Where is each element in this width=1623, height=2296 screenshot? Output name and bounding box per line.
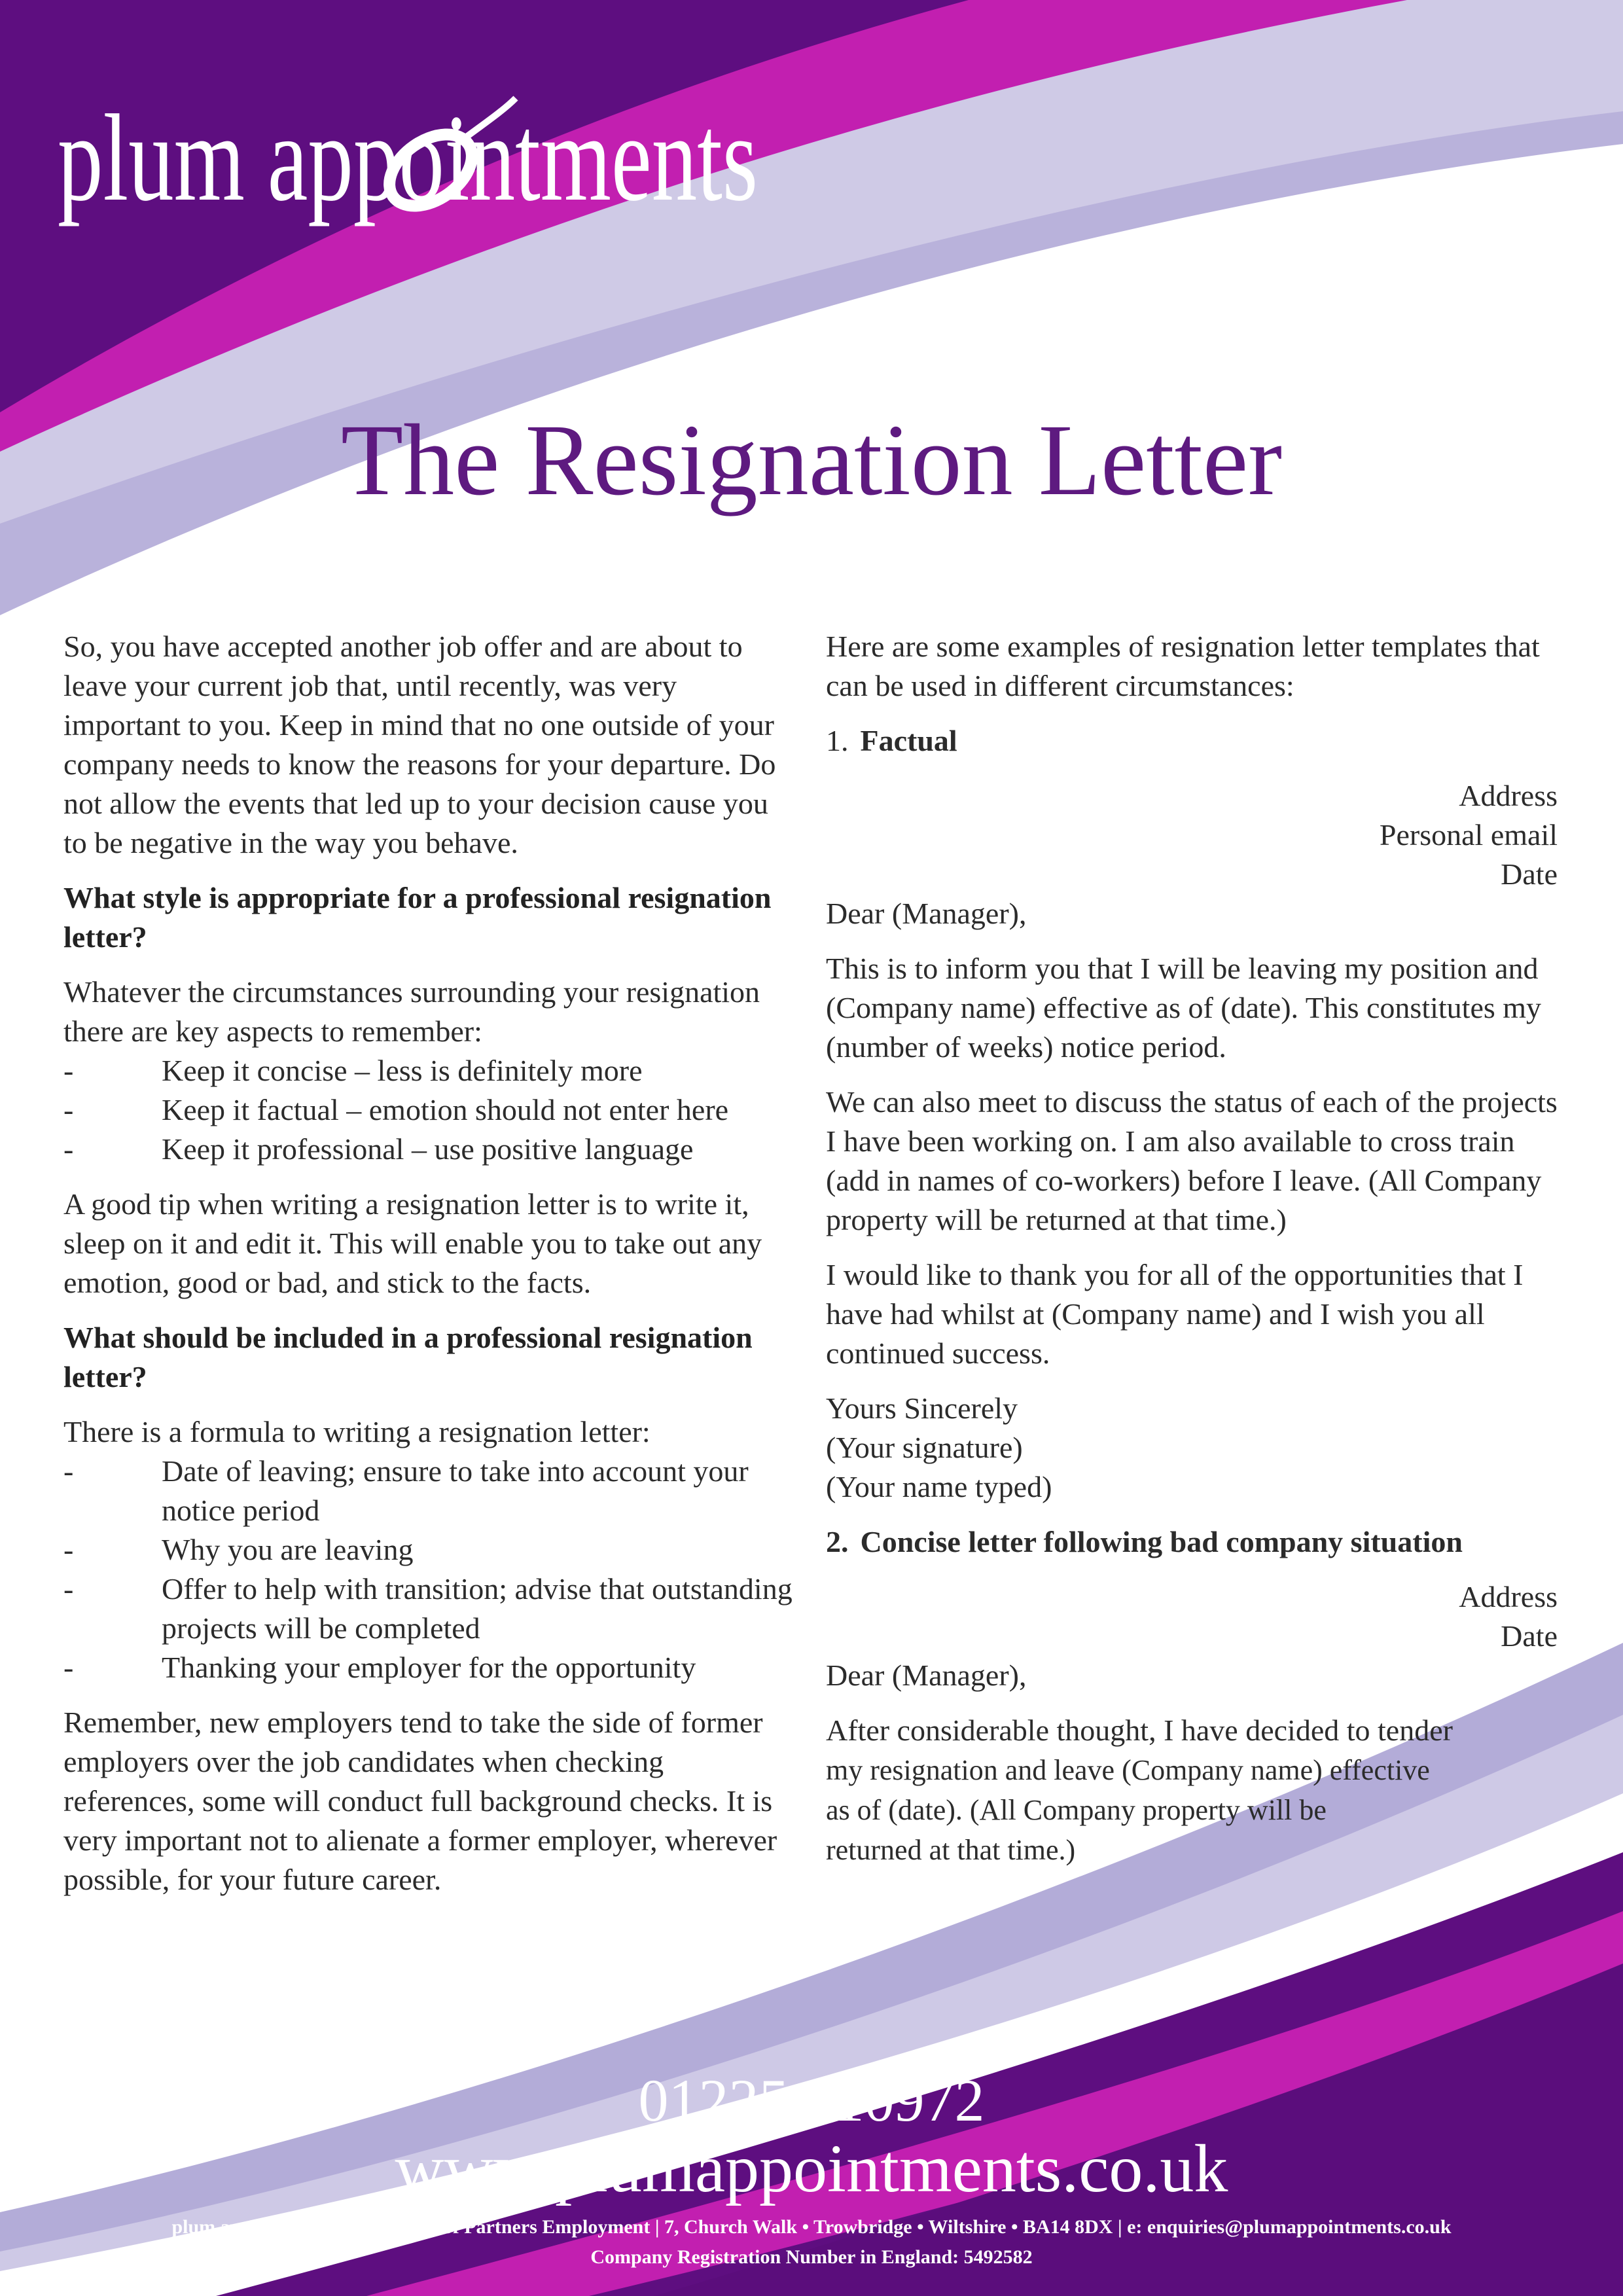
example-1-paragraph-3: I would like to thank you for all of the opportunities that I have had whilst at (Company name) and I wish you all continued success. bbox=[826, 1258, 1524, 1370]
included-question-heading: What should be included in a professional resignation letter? bbox=[63, 1321, 753, 1393]
svg-text:plum appointments: plum appointments bbox=[58, 90, 758, 227]
right-column bbox=[826, 627, 1558, 1886]
key-aspects-list bbox=[63, 1051, 796, 1169]
list-item: - Keep it concise – less is definitely more bbox=[63, 1054, 643, 1087]
circumstances-paragraph: Whatever the circumstances surrounding your resignation there are key aspects to remember: bbox=[63, 975, 760, 1048]
address-line: Address bbox=[1459, 1580, 1558, 1613]
example-2-salutation: Dear (Manager), bbox=[826, 1659, 1027, 1692]
list-item: - Date of leaving; ensure to take into account your notice period bbox=[63, 1454, 749, 1527]
example-1-paragraph-2: We can also meet to discuss the status of each of the projects I have been working on. I am also available to cross train (add in names of co-workers) before I leave. (All Company property will be returned at that time.) bbox=[826, 1085, 1558, 1236]
templates-intro: Here are some examples of resignation letter templates that can be used in different circumstances: bbox=[826, 630, 1540, 702]
page-title: The Resignation Letter bbox=[340, 403, 1283, 516]
list-item: - Thanking your employer for the opportunity bbox=[63, 1651, 696, 1684]
example-1-signoff: Yours Sincerely (Your signature) (Your name typed) bbox=[826, 1391, 1052, 1503]
example-1-salutation: Dear (Manager), bbox=[826, 897, 1027, 930]
example-1-paragraph-1: This is to inform you that I will be leaving my position and (Company name) effective as of (date). This constitutes my (number of weeks) notice period. bbox=[826, 952, 1542, 1064]
good-tip-paragraph: A good tip when writing a resignation letter is to write it, sleep on it and edit it. This will enable you to take out any emotion, good or bad, and stick to the facts. bbox=[63, 1187, 762, 1299]
list-item: - Why you are leaving bbox=[63, 1533, 414, 1566]
list-item: - Offer to help with transition; advise that outstanding projects will be completed bbox=[63, 1572, 793, 1645]
example-1-address-block bbox=[826, 776, 1558, 894]
plum-appointments-logo bbox=[58, 72, 777, 268]
list-item: - Keep it factual – emotion should not enter here bbox=[63, 1093, 729, 1126]
footer-registration-number: Company Registration Number in England: 5492582 bbox=[590, 2246, 1033, 2268]
intro-paragraph: So, you have accepted another job offer and are about to leave your current job that, until recently, was very important to you. Keep in mind that no one outside of your company needs to know the reasons for your departure. Do not allow the events that led up to your decision cause you to be negative in the way you behave. bbox=[63, 630, 776, 859]
date-line: Date bbox=[1501, 857, 1558, 891]
style-question-heading: What style is appropriate for a professional resignation letter? bbox=[63, 881, 772, 954]
formula-paragraph: There is a formula to writing a resignation letter: bbox=[63, 1415, 651, 1448]
footer-phone-number: 01225 710972 bbox=[638, 2067, 985, 2134]
example-2-heading: 2. Concise letter following bad company situation bbox=[826, 1525, 1463, 1558]
formula-list bbox=[63, 1452, 796, 1687]
email-line: Personal email bbox=[1379, 818, 1558, 852]
left-column bbox=[63, 627, 796, 1915]
list-item: - Keep it professional – use positive language bbox=[63, 1132, 694, 1166]
date-line: Date bbox=[1501, 1619, 1558, 1653]
example-2-paragraph: After considerable thought, I have decided to tender my resignation and leave (Company name) effective as of (date). (All Company property will be returned at that time.) bbox=[826, 1713, 1453, 1866]
footer-website: www.plumappointments.co.uk bbox=[395, 2131, 1228, 2206]
example-2-address-block bbox=[826, 1577, 1558, 1656]
address-line: Address bbox=[1459, 779, 1558, 812]
remember-paragraph: Remember, new employers tend to take the side of former employers over the job candidates when checking references, some will conduct full background checks. It is very important not to alienate a former employer, wherever possible, for your future career. bbox=[63, 1706, 777, 1896]
footer-company-details: plum appointments is a division of Partners Employment | 7, Church Walk • Trowbridge • Wiltshire • BA14 8DX | e: enquiries@plumappointments.co.uk bbox=[171, 2216, 1452, 2238]
example-1-heading: 1. Factual bbox=[826, 724, 957, 757]
